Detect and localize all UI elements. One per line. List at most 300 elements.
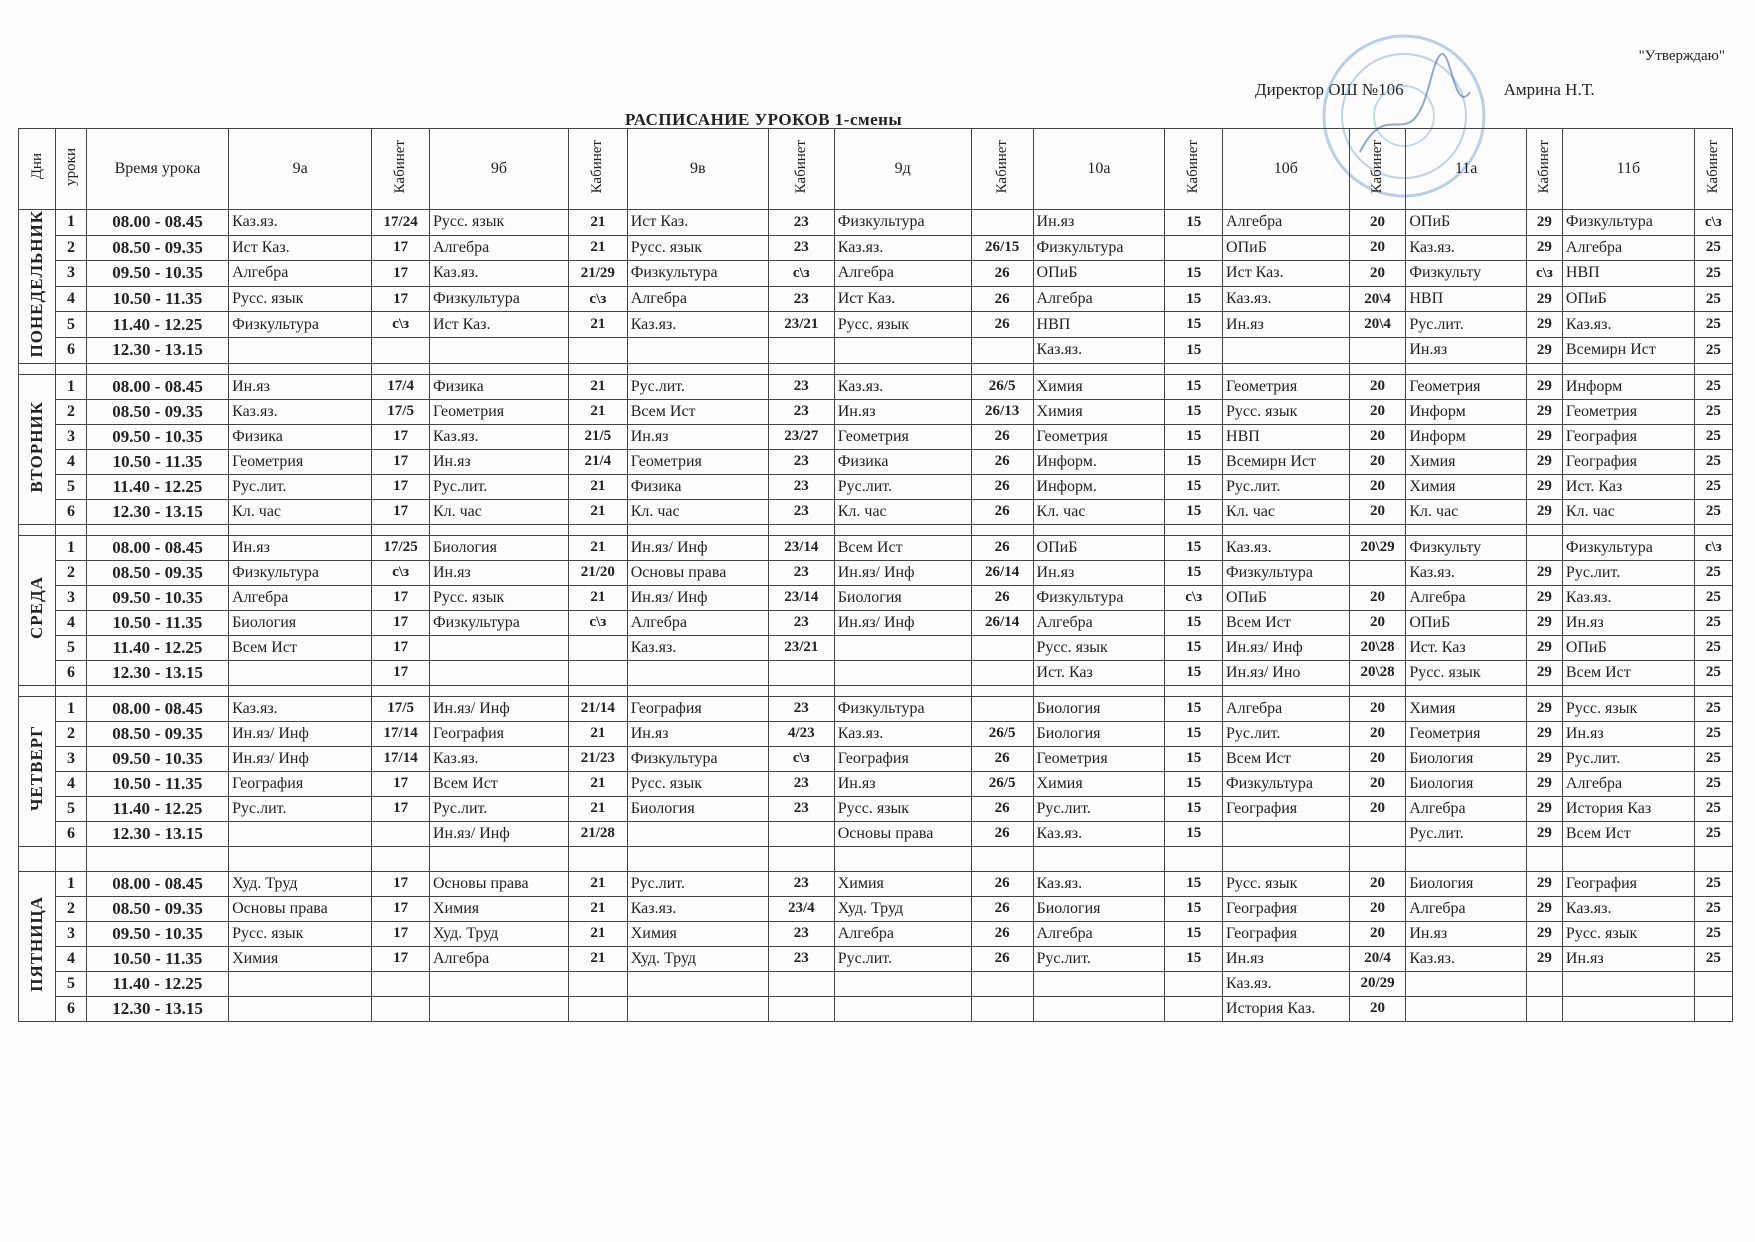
subject-cell: Ин.яз — [1223, 312, 1350, 338]
subject-cell — [834, 660, 971, 685]
subject-cell: Кл. час — [1562, 499, 1694, 524]
subject-cell: ОПиБ — [1562, 286, 1694, 312]
room-cell — [569, 635, 628, 660]
room-cell: 26/13 — [971, 399, 1033, 424]
room-cell: 15 — [1165, 635, 1223, 660]
subject-cell: Геометрия — [1406, 721, 1527, 746]
subject-cell: Алгебра — [834, 921, 971, 946]
lesson-number: 2 — [56, 399, 87, 424]
room-cell: 21 — [569, 374, 628, 399]
room-cell: 21 — [569, 796, 628, 821]
room-cell — [569, 337, 628, 363]
subject-cell: Основы права — [229, 896, 372, 921]
subject-cell: Ин.яз/ Ино — [1223, 660, 1350, 685]
room-cell — [971, 337, 1033, 363]
room-cell — [1694, 971, 1732, 996]
lesson-time: 11.40 - 12.25 — [86, 312, 228, 338]
subject-cell: Физкультура — [627, 261, 768, 287]
column-header-label: Кабинет — [1369, 139, 1386, 194]
subject-cell: Ист Каз. — [627, 210, 768, 236]
subject-cell — [429, 660, 568, 685]
director-line — [1255, 80, 1595, 100]
subject-cell: Кл. час — [627, 499, 768, 524]
lesson-number: 4 — [56, 946, 87, 971]
empty-cell — [834, 363, 971, 374]
table-row — [19, 399, 1733, 424]
column-header-label: Кабинет — [392, 139, 409, 194]
empty-cell — [372, 685, 430, 696]
subject-cell — [834, 996, 971, 1021]
empty-cell — [1349, 846, 1406, 871]
lesson-number: 1 — [56, 535, 87, 560]
subject-cell: Химия — [1406, 696, 1527, 721]
subject-cell: Физкультура — [429, 286, 568, 312]
lesson-number: 3 — [56, 921, 87, 946]
column-header-label: Кабинет — [993, 139, 1010, 194]
room-cell: 17 — [372, 946, 430, 971]
room-cell: 29 — [1526, 635, 1562, 660]
room-cell: 21/20 — [569, 560, 628, 585]
subject-cell: Геометрия — [1562, 399, 1694, 424]
subject-cell: Физкультура — [627, 746, 768, 771]
subject-cell: Алгебра — [627, 286, 768, 312]
room-cell: 20 — [1349, 449, 1406, 474]
room-cell — [372, 821, 430, 846]
room-cell: 29 — [1526, 821, 1562, 846]
director-name: Амрина Н.Т. — [1503, 80, 1595, 99]
day-name: ЧЕТВЕРГ — [27, 725, 47, 812]
column-header — [1406, 129, 1527, 210]
subject-cell: Каз.яз. — [1223, 286, 1350, 312]
room-cell: 29 — [1526, 871, 1562, 896]
subject-cell: НВП — [1562, 261, 1694, 287]
lesson-number: 6 — [56, 337, 87, 363]
subject-cell: Ин.яз — [1406, 921, 1527, 946]
subject-cell: Физика — [834, 449, 971, 474]
room-cell: 29 — [1526, 896, 1562, 921]
subject-cell: Основы права — [429, 871, 568, 896]
table-row — [19, 721, 1733, 746]
room-cell: 20 — [1349, 210, 1406, 236]
room-cell: 20 — [1349, 235, 1406, 261]
subject-cell: Русс. язык — [1562, 696, 1694, 721]
subject-cell: ОПиБ — [1223, 585, 1350, 610]
schedule-table — [18, 128, 1733, 1022]
column-header — [1526, 129, 1562, 210]
empty-cell — [1562, 685, 1694, 696]
empty-cell — [1694, 524, 1732, 535]
room-cell: 25 — [1694, 374, 1732, 399]
room-cell: 29 — [1526, 746, 1562, 771]
room-cell: 15 — [1165, 399, 1223, 424]
subject-cell: Биология — [1033, 721, 1165, 746]
room-cell: 29 — [1526, 721, 1562, 746]
table-row — [19, 261, 1733, 287]
subject-cell — [429, 996, 568, 1021]
lesson-time: 09.50 - 10.35 — [86, 746, 228, 771]
room-cell: 23 — [768, 560, 834, 585]
empty-cell — [229, 524, 372, 535]
subject-cell: Информ — [1406, 424, 1527, 449]
subject-cell: Русс. язык — [1562, 921, 1694, 946]
subject-cell: Основы права — [627, 560, 768, 585]
room-cell — [569, 996, 628, 1021]
room-cell — [971, 971, 1033, 996]
empty-cell — [1223, 524, 1350, 535]
room-cell: 29 — [1526, 560, 1562, 585]
subject-cell: Каз.яз. — [1223, 535, 1350, 560]
subject-cell: Каз.яз. — [429, 746, 568, 771]
room-cell: 23 — [768, 210, 834, 236]
subject-cell: Ин.яз — [1223, 946, 1350, 971]
subject-cell: Рус.лит. — [834, 946, 971, 971]
room-cell — [971, 696, 1033, 721]
subject-cell: Ин.яз/ Инф — [1223, 635, 1350, 660]
column-header-label: 10б — [1273, 160, 1298, 177]
subject-cell: Каз.яз. — [627, 896, 768, 921]
room-cell: 26 — [971, 821, 1033, 846]
room-cell: 17 — [372, 796, 430, 821]
subject-cell: Каз.яз. — [627, 635, 768, 660]
lesson-number: 3 — [56, 746, 87, 771]
subject-cell: Физкультура — [1033, 585, 1165, 610]
room-cell: 20\29 — [1349, 535, 1406, 560]
room-cell: 21 — [569, 210, 628, 236]
column-header-label: 11б — [1616, 160, 1641, 177]
subject-cell: Ин.яз — [229, 374, 372, 399]
subject-cell: География — [1223, 796, 1350, 821]
room-cell — [971, 635, 1033, 660]
column-header — [372, 129, 430, 210]
subject-cell: Рус.лит. — [627, 871, 768, 896]
director-title: Директор ОШ №106 — [1255, 80, 1404, 99]
subject-cell: Ин.яз — [1033, 560, 1165, 585]
subject-cell: Геометрия — [1223, 374, 1350, 399]
room-cell: 17 — [372, 660, 430, 685]
room-cell: 26 — [971, 871, 1033, 896]
subject-cell: Рус.лит. — [429, 474, 568, 499]
room-cell: 26/5 — [971, 374, 1033, 399]
empty-cell — [971, 685, 1033, 696]
room-cell: 20 — [1349, 721, 1406, 746]
room-cell: 15 — [1165, 261, 1223, 287]
room-cell: 29 — [1526, 585, 1562, 610]
table-row — [19, 796, 1733, 821]
empty-cell — [971, 846, 1033, 871]
subject-cell: Ин.яз — [229, 535, 372, 560]
subject-cell: Информ — [1406, 399, 1527, 424]
subject-cell: Ист. Каз — [1562, 474, 1694, 499]
room-cell: 17/5 — [372, 696, 430, 721]
lesson-time: 12.30 - 13.15 — [86, 499, 228, 524]
subject-cell: Биология — [834, 585, 971, 610]
room-cell: 26 — [971, 474, 1033, 499]
lesson-time: 12.30 - 13.15 — [86, 996, 228, 1021]
subject-cell: Химия — [229, 946, 372, 971]
subject-cell: Алгебра — [1406, 896, 1527, 921]
subject-cell — [1223, 337, 1350, 363]
subject-cell: Русс. язык — [834, 312, 971, 338]
room-cell: 17 — [372, 896, 430, 921]
room-cell: с\з — [372, 312, 430, 338]
empty-cell — [229, 846, 372, 871]
room-cell: 23 — [768, 946, 834, 971]
empty-cell — [834, 685, 971, 696]
room-cell: 20 — [1349, 871, 1406, 896]
room-cell: 20 — [1349, 921, 1406, 946]
room-cell: 17 — [372, 585, 430, 610]
empty-cell — [1033, 685, 1165, 696]
room-cell: 25 — [1694, 796, 1732, 821]
table-row — [19, 424, 1733, 449]
subject-cell — [229, 971, 372, 996]
room-cell: 26 — [971, 585, 1033, 610]
room-cell: 17 — [372, 499, 430, 524]
table-row — [19, 971, 1733, 996]
subject-cell: Рус.лит. — [229, 796, 372, 821]
room-cell: 23 — [768, 449, 834, 474]
subject-cell: Всем Ист — [1223, 746, 1350, 771]
subject-cell — [1033, 971, 1165, 996]
room-cell: 15 — [1165, 821, 1223, 846]
subject-cell: Русс. язык — [229, 921, 372, 946]
lesson-number: 6 — [56, 821, 87, 846]
room-cell: 23/14 — [768, 585, 834, 610]
subject-cell: ОПиБ — [1223, 235, 1350, 261]
room-cell: 17 — [372, 261, 430, 287]
column-header-label: Время урока — [114, 160, 201, 177]
room-cell: 21/23 — [569, 746, 628, 771]
subject-cell: Физкультура — [834, 696, 971, 721]
column-header-label: Кабинет — [1704, 139, 1721, 194]
empty-cell — [1165, 363, 1223, 374]
room-cell: 25 — [1694, 635, 1732, 660]
room-cell: 15 — [1165, 499, 1223, 524]
room-cell — [569, 971, 628, 996]
lesson-time: 10.50 - 11.35 — [86, 946, 228, 971]
subject-cell: Ин.яз/ Инф — [229, 721, 372, 746]
subject-cell — [1406, 971, 1527, 996]
lesson-time: 08.00 - 08.45 — [86, 535, 228, 560]
table-row — [19, 286, 1733, 312]
subject-cell — [834, 337, 971, 363]
column-header-label: Кабинет — [589, 139, 606, 194]
column-header-label: 9в — [689, 160, 706, 177]
subject-cell: Каз.яз. — [1406, 946, 1527, 971]
column-header — [569, 129, 628, 210]
empty-cell — [627, 363, 768, 374]
room-cell — [971, 660, 1033, 685]
subject-cell: Биология — [1033, 896, 1165, 921]
room-cell: 15 — [1165, 921, 1223, 946]
room-cell: 25 — [1694, 337, 1732, 363]
subject-cell: Химия — [1033, 771, 1165, 796]
table-row — [19, 312, 1733, 338]
day-cell — [19, 374, 56, 524]
subject-cell: Каз.яз. — [627, 312, 768, 338]
subject-cell: Алгебра — [1406, 796, 1527, 821]
room-cell — [1694, 996, 1732, 1021]
room-cell: 23/14 — [768, 535, 834, 560]
lesson-number: 2 — [56, 235, 87, 261]
subject-cell: Физкультура — [229, 312, 372, 338]
subject-cell: Кл. час — [834, 499, 971, 524]
subject-cell: Алгебра — [1223, 696, 1350, 721]
room-cell: 21 — [569, 399, 628, 424]
room-cell: 21 — [569, 535, 628, 560]
column-header-label: 9д — [894, 160, 911, 177]
subject-cell: Рус.лит. — [1223, 721, 1350, 746]
subject-cell: Физкульту — [1406, 535, 1527, 560]
subject-cell: Русс. язык — [627, 235, 768, 261]
subject-cell — [429, 337, 568, 363]
room-cell: 26 — [971, 286, 1033, 312]
subject-cell: География — [627, 696, 768, 721]
subject-cell: Ин.яз — [429, 560, 568, 585]
room-cell: 23 — [768, 474, 834, 499]
room-cell — [768, 821, 834, 846]
room-cell: 23/27 — [768, 424, 834, 449]
empty-cell — [429, 363, 568, 374]
room-cell: 23 — [768, 871, 834, 896]
room-cell: 21 — [569, 771, 628, 796]
subject-cell: Ист Каз. — [834, 286, 971, 312]
subject-cell: Химия — [834, 871, 971, 896]
subject-cell — [429, 971, 568, 996]
subject-cell: Кл. час — [229, 499, 372, 524]
subject-cell: Алгебра — [429, 235, 568, 261]
room-cell — [971, 996, 1033, 1021]
room-cell: 17 — [372, 610, 430, 635]
empty-cell — [229, 363, 372, 374]
subject-cell: Основы права — [834, 821, 971, 846]
room-cell: 21/28 — [569, 821, 628, 846]
room-cell: 20 — [1349, 696, 1406, 721]
column-header-label: Кабинет — [1535, 139, 1552, 194]
column-header — [627, 129, 768, 210]
column-header — [768, 129, 834, 210]
subject-cell — [229, 337, 372, 363]
column-header — [229, 129, 372, 210]
empty-cell — [1165, 685, 1223, 696]
room-cell — [372, 971, 430, 996]
subject-cell: Ин.яз — [627, 424, 768, 449]
lesson-time: 08.00 - 08.45 — [86, 374, 228, 399]
room-cell: 25 — [1694, 585, 1732, 610]
subject-cell: География — [1562, 424, 1694, 449]
subject-cell: Каз.яз. — [1033, 337, 1165, 363]
empty-cell — [834, 524, 971, 535]
subject-cell: Алгебра — [1033, 286, 1165, 312]
header-row — [19, 129, 1733, 210]
room-cell: 29 — [1526, 696, 1562, 721]
empty-cell — [86, 846, 228, 871]
subject-cell: Ист Каз. — [429, 312, 568, 338]
subject-cell: ОПиБ — [1033, 535, 1165, 560]
room-cell: 20 — [1349, 610, 1406, 635]
subject-cell: Ин.яз — [834, 771, 971, 796]
empty-cell — [834, 846, 971, 871]
room-cell — [1349, 560, 1406, 585]
lesson-number: 4 — [56, 286, 87, 312]
subject-cell: География — [1223, 921, 1350, 946]
lesson-time: 08.50 - 09.35 — [86, 235, 228, 261]
subject-cell: Ин.яз — [627, 721, 768, 746]
subject-cell: Биология — [1406, 771, 1527, 796]
lesson-number: 5 — [56, 474, 87, 499]
spacer-row — [19, 524, 1733, 535]
room-cell: 21 — [569, 871, 628, 896]
subject-cell: Худ. Труд — [429, 921, 568, 946]
subject-cell: Алгебра — [1033, 921, 1165, 946]
empty-cell — [569, 846, 628, 871]
subject-cell — [229, 821, 372, 846]
spacer-row — [19, 363, 1733, 374]
room-cell: 23 — [768, 921, 834, 946]
room-cell: 21/4 — [569, 449, 628, 474]
empty-cell — [1694, 363, 1732, 374]
room-cell: 20 — [1349, 771, 1406, 796]
subject-cell: Алгебра — [1223, 210, 1350, 236]
empty-cell — [627, 846, 768, 871]
room-cell: с\з — [569, 610, 628, 635]
room-cell: 26 — [971, 449, 1033, 474]
empty-cell — [372, 363, 430, 374]
day-cell — [19, 696, 56, 846]
subject-cell: Химия — [1406, 474, 1527, 499]
room-cell — [372, 996, 430, 1021]
empty-cell — [19, 363, 56, 374]
room-cell: 23 — [768, 499, 834, 524]
room-cell: 29 — [1526, 474, 1562, 499]
lesson-number: 4 — [56, 449, 87, 474]
room-cell: 21/29 — [569, 261, 628, 287]
room-cell — [569, 660, 628, 685]
column-header-label: Кабинет — [1185, 139, 1202, 194]
day-name: СРЕДА — [27, 576, 47, 639]
room-cell: 26/5 — [971, 771, 1033, 796]
room-cell: 20 — [1349, 261, 1406, 287]
room-cell: 17 — [372, 474, 430, 499]
room-cell: 23 — [768, 696, 834, 721]
room-cell: 26 — [971, 796, 1033, 821]
subject-cell: Физкульту — [1406, 261, 1527, 287]
room-cell: 17 — [372, 635, 430, 660]
room-cell: 15 — [1165, 337, 1223, 363]
subject-cell — [1033, 996, 1165, 1021]
room-cell: 15 — [1165, 660, 1223, 685]
empty-cell — [1694, 685, 1732, 696]
empty-cell — [1526, 846, 1562, 871]
subject-cell: Каз.яз. — [429, 424, 568, 449]
subject-cell: Алгебра — [429, 946, 568, 971]
room-cell: 25 — [1694, 560, 1732, 585]
room-cell: 15 — [1165, 746, 1223, 771]
subject-cell — [229, 996, 372, 1021]
room-cell: 29 — [1526, 449, 1562, 474]
subject-cell: География — [1562, 871, 1694, 896]
room-cell: 25 — [1694, 610, 1732, 635]
subject-cell: Ин.яз/ Инф — [429, 696, 568, 721]
column-header — [86, 129, 228, 210]
day-name: ПОНЕДЕЛЬНИК — [27, 210, 47, 358]
subject-cell: ОПиБ — [1562, 635, 1694, 660]
approval-label: "Утверждаю" — [1638, 48, 1725, 64]
column-header — [56, 129, 87, 210]
room-cell: 20\28 — [1349, 635, 1406, 660]
room-cell: 15 — [1165, 946, 1223, 971]
room-cell: 25 — [1694, 424, 1732, 449]
